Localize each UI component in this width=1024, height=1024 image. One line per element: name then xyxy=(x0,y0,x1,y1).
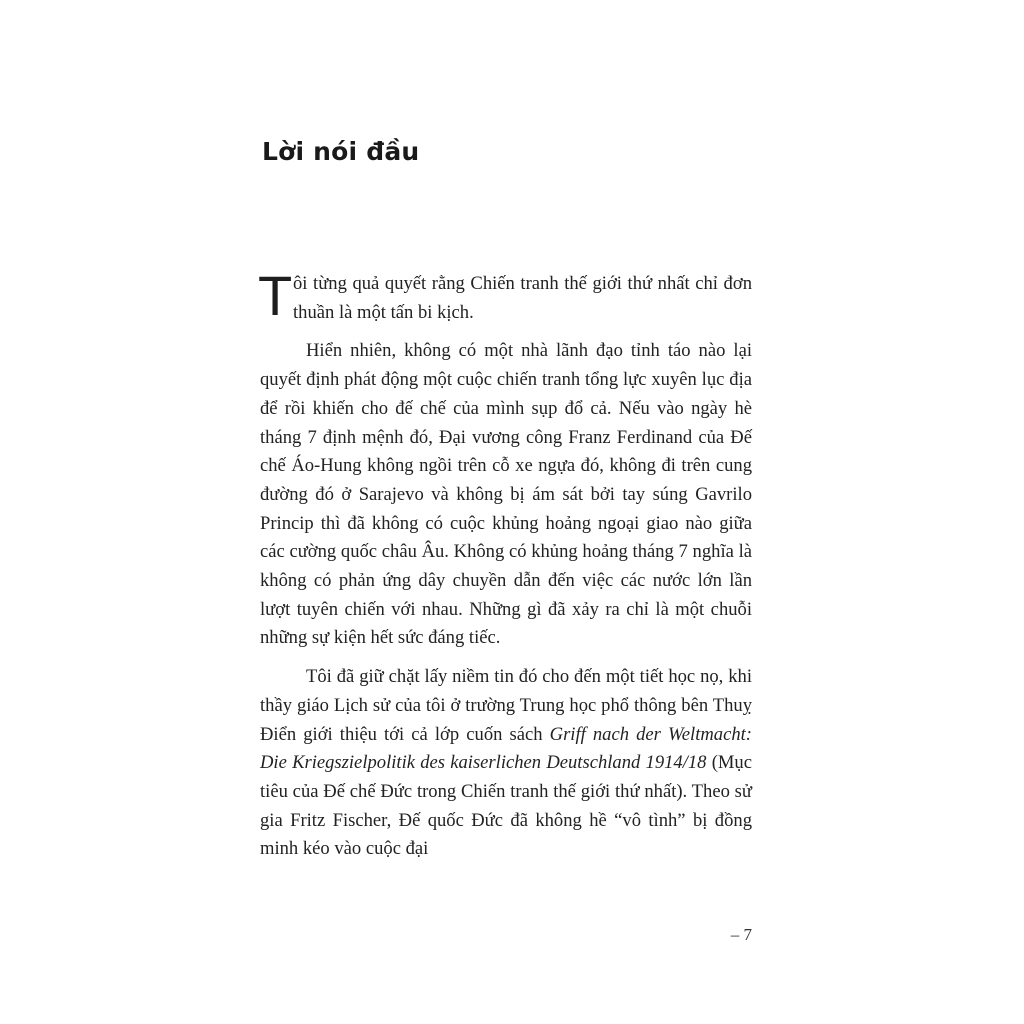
paragraph-3-text-end: (Mục tiêu của Đế chế Đức trong Chiến tranh thế giới thứ nhất). Theo sử gia Fritz Fischer, Đế quốc Đức đã không hề “vô tình” bị đồng minh kéo vào cuộc đại xyxy=(260,752,752,860)
paragraph-2: Hiển nhiên, không có một nhà lãnh đạo tỉnh táo nào lại quyết định phát động một cuộc chiến tranh tổng lực xuyên lục địa để rồi khiến cho đế chế của mình sụp đổ cả. Nếu vào ngày hè tháng 7 định mệnh đó, Đại vương công Franz Ferdinand của Đế chế Áo-Hung không ngồi trên cỗ xe ngựa đó, không đi trên cung đường đó ở Sarajevo và không bị ám sát bởi tay súng Gavrilo Princip thì đã không có cuộc khủng hoảng ngoại giao nào giữa các cường quốc châu Âu. Không có khủng hoảng tháng 7 nghĩa là không có phản ứng dây chuyền dẫn đến việc các nước lớn lần lượt tuyên chiến với nhau. Những gì đã xảy ra chỉ là một chuỗi những sự kiện hết sức đáng tiếc. xyxy=(260,340,752,649)
paragraph-1 xyxy=(258,264,752,327)
paragraph-1-text: ôi từng quả quyết rằng Chiến tranh thế giới thứ nhất chỉ đơn thuần là một tấn bi kịch. xyxy=(293,273,752,323)
paragraph-3-text-start: Tôi đã giữ chặt lấy niềm tin đó cho đến một tiết học nọ, khi thầy giáo Lịch sử của tôi ở trường Trung học phổ thông bên Thuỵ Điển giới thiệu tới cả lớp cuốn sách xyxy=(260,666,752,745)
book-title: Griff nach der Weltmacht: Die Kriegszielpolitik des kaiserlichen Deutschland 1914/18 xyxy=(260,723,752,774)
drop-cap: T xyxy=(258,264,293,327)
paragraph-3 xyxy=(260,663,752,864)
page-number: – 7 xyxy=(730,925,752,944)
chapter-heading: Lời nói đầu xyxy=(262,137,420,166)
body-text xyxy=(258,264,752,874)
